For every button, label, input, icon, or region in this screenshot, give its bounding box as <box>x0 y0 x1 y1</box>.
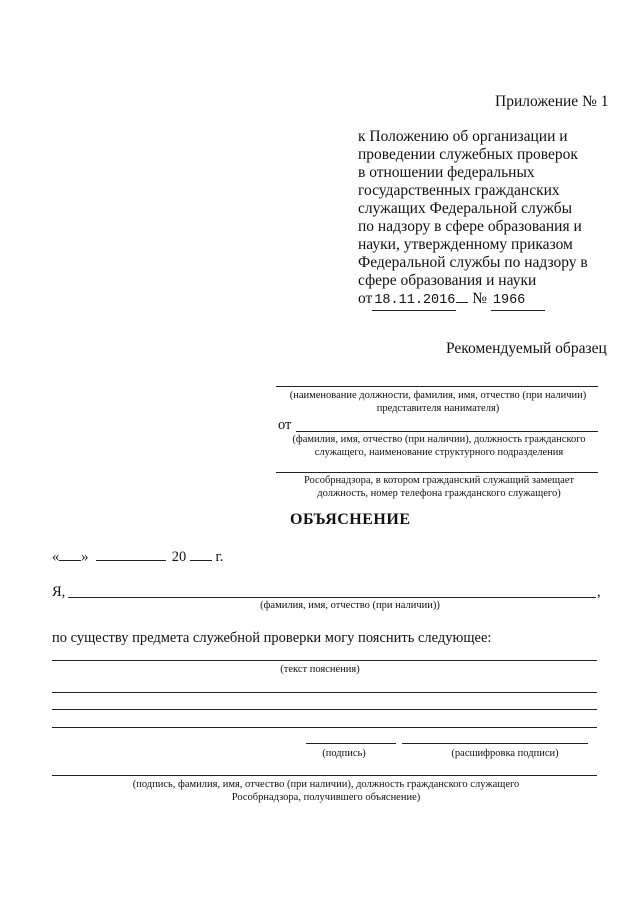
receiver-line[interactable] <box>52 775 597 776</box>
receiver-hint: (подпись, фамилия, имя, отчество (при наличии), должность гражданского служащего Рособрнадзора, получившего объяснение) <box>132 779 520 803</box>
from-hint: (фамилия, имя, отчество (при наличии), должность гражданского служащего, наименование структурного подразделения <box>292 434 586 458</box>
addressee-hint: (наименование должности, фамилия, имя, отчество (при наличии) представителя нанимателя) <box>289 390 587 414</box>
order-reference <box>358 290 545 311</box>
document-title: ОБЪЯСНЕНИЕ <box>290 511 411 528</box>
order-number: 1966 <box>491 292 545 311</box>
recommended-sample-label: Рекомендуемый образец <box>446 340 607 357</box>
basis-line: по надзору в сфере образования и <box>358 218 582 235</box>
i-label: Я, <box>52 584 66 600</box>
explanation-line[interactable] <box>52 660 597 661</box>
explanation-line[interactable] <box>52 727 597 728</box>
order-date: 18.11.2016 <box>372 292 456 311</box>
basis-line: к Положению об организации и <box>358 128 568 145</box>
signature-decode-line[interactable] <box>402 743 588 744</box>
basis-line: Федеральной службы по надзору в <box>358 254 588 271</box>
signature-decode-hint: (расшифровка подписи) <box>451 748 559 759</box>
appendix-basis <box>358 128 608 290</box>
explanation-hint: (текст пояснения) <box>280 664 360 675</box>
department-line[interactable] <box>276 472 598 473</box>
from-label: от <box>278 417 292 433</box>
appendix-label: Приложение № 1 <box>495 93 609 110</box>
addressee-line[interactable] <box>276 386 598 387</box>
basis-line: науки, утвержденному приказом <box>358 236 573 253</box>
name-comma: , <box>597 584 601 600</box>
name-hint: (фамилия, имя, отчество (при наличии)) <box>260 600 440 611</box>
day-field[interactable] <box>59 548 81 561</box>
month-field[interactable] <box>96 548 166 561</box>
year-prefix: 20 <box>171 549 187 565</box>
department-hint: Рособрнадзора, в котором гражданский служащий замещает должность, номер телефона гражданского служащего) <box>303 475 575 499</box>
name-field-line[interactable] <box>68 597 596 598</box>
basis-line: сфере образования и науки <box>358 272 537 289</box>
open-quote: « <box>52 549 60 565</box>
basis-line: государственных гражданских <box>358 182 560 199</box>
explanation-line[interactable] <box>52 709 597 710</box>
signature-hint: (подпись) <box>322 748 366 759</box>
basis-line: служащих Федеральной службы <box>358 200 573 217</box>
signature-line[interactable] <box>306 743 396 744</box>
explanation-line[interactable] <box>52 692 597 693</box>
date-line <box>52 548 223 566</box>
explanation-intro: по существу предмета служебной проверки могу пояснить следующее: <box>52 630 492 646</box>
close-quote: » <box>81 549 89 565</box>
year-suffix: г. <box>215 549 224 565</box>
basis-line: в отношении федеральных <box>358 164 535 181</box>
basis-line: проведении служебных проверок <box>358 146 578 163</box>
order-prefix: от <box>358 290 373 307</box>
from-line[interactable] <box>296 431 598 432</box>
year-field[interactable] <box>190 548 212 561</box>
order-number-prefix: № <box>472 290 487 307</box>
